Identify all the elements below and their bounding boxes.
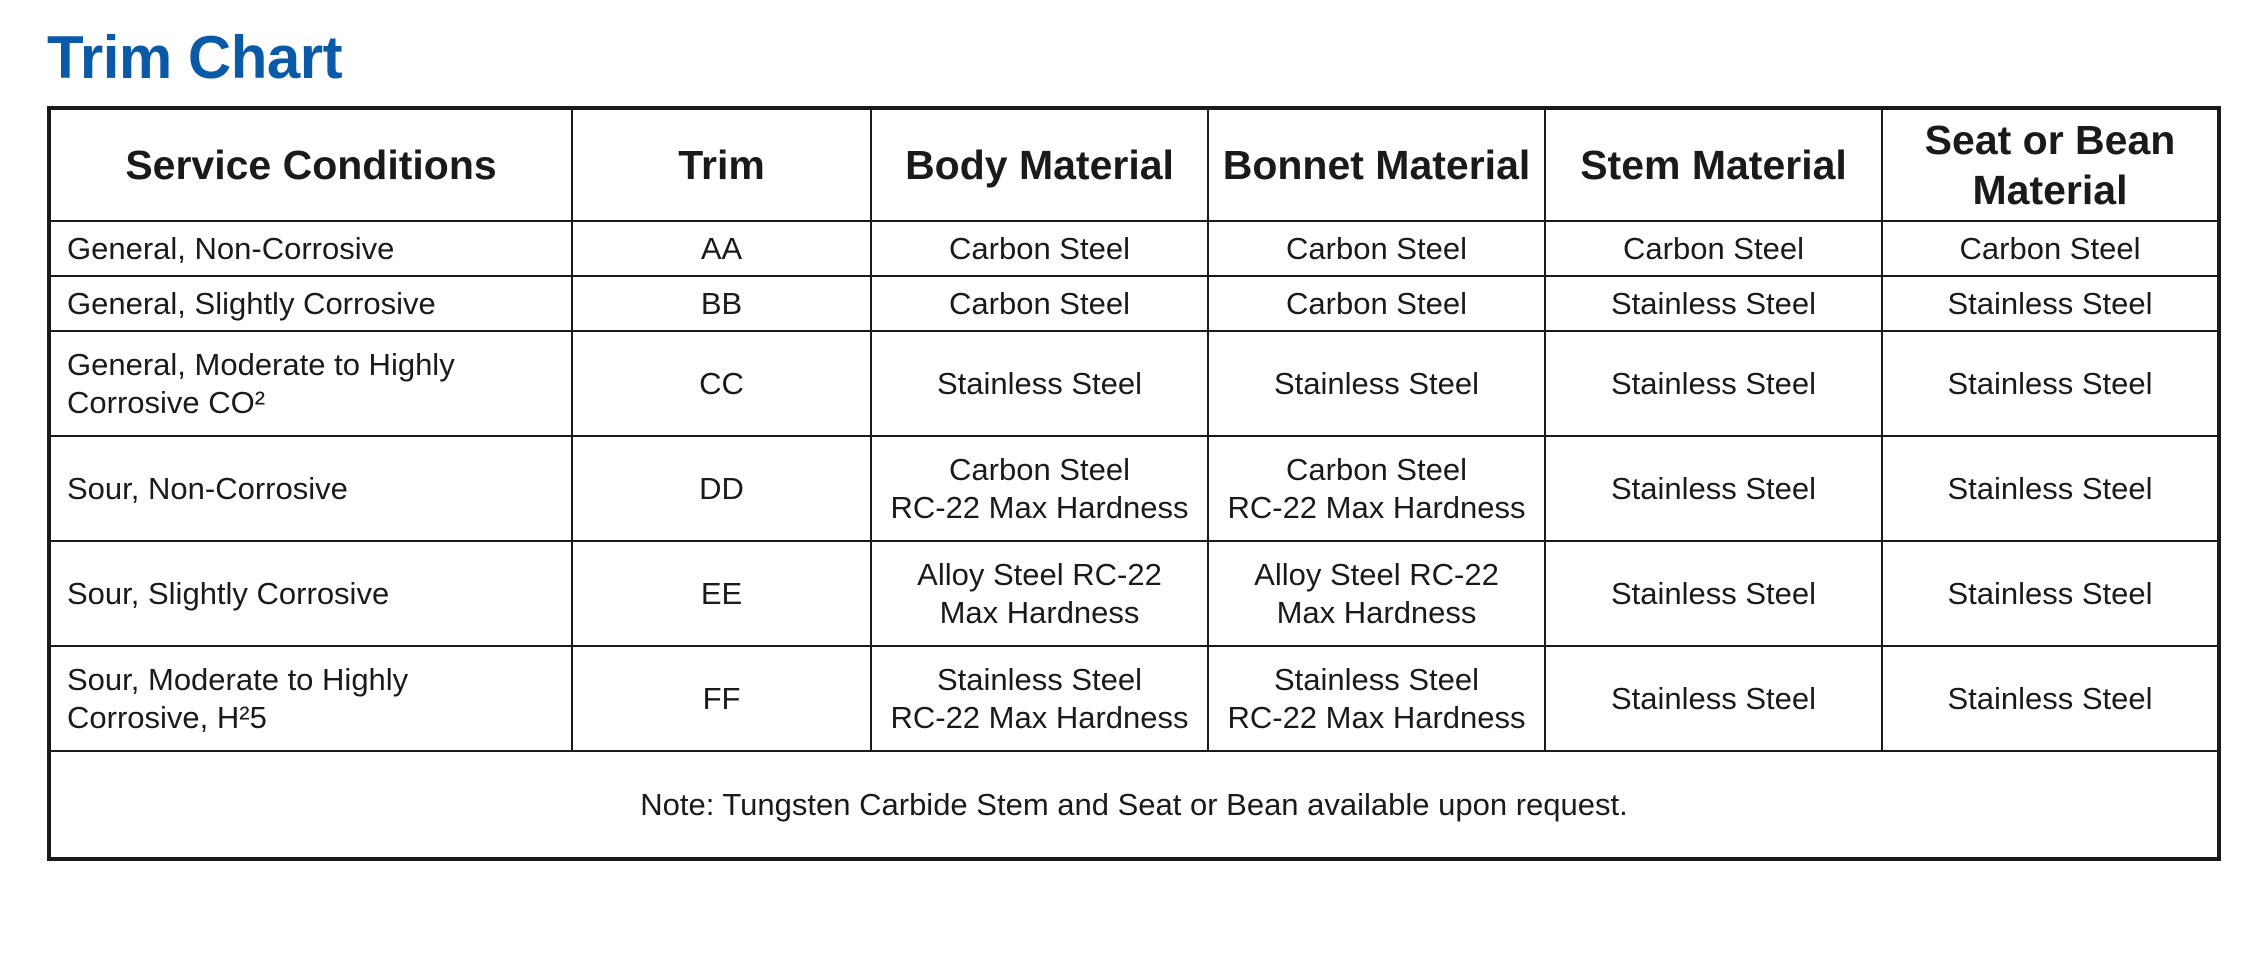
cell-seat-material: Carbon Steel — [1882, 221, 2219, 276]
cell-stem-material: Carbon Steel — [1545, 221, 1882, 276]
cell-seat-material: Stainless Steel — [1882, 436, 2219, 541]
cell-stem-material: Stainless Steel — [1545, 331, 1882, 436]
table-row — [49, 221, 2219, 276]
page-title: Trim Chart — [47, 24, 343, 91]
cell-bonnet-material: Carbon Steel — [1208, 276, 1545, 331]
cell-stem-material: Stainless Steel — [1545, 436, 1882, 541]
cell-service-condition: General, Non-Corrosive — [49, 221, 572, 276]
cell-bonnet-material: Carbon Steel — [1208, 221, 1545, 276]
cell-service-condition: Sour, Slightly Corrosive — [49, 541, 572, 646]
cell-body-material: Stainless Steel — [871, 331, 1208, 436]
trim-chart-table — [47, 106, 2221, 861]
header-stem-material: Stem Material — [1545, 108, 1882, 221]
cell-body-material: Carbon Steel RC-22 Max Hardness — [871, 436, 1208, 541]
table-note-row — [49, 751, 2219, 859]
cell-bonnet-material: Carbon Steel RC-22 Max Hardness — [1208, 436, 1545, 541]
cell-body-material: Alloy Steel RC-22 Max Hardness — [871, 541, 1208, 646]
cell-service-condition: General, Slightly Corrosive — [49, 276, 572, 331]
cell-seat-material: Stainless Steel — [1882, 541, 2219, 646]
table-row — [49, 541, 2219, 646]
cell-bonnet-material: Stainless Steel — [1208, 331, 1545, 436]
table-row — [49, 276, 2219, 331]
header-trim: Trim — [572, 108, 871, 221]
cell-body-material: Carbon Steel — [871, 276, 1208, 331]
cell-seat-material: Stainless Steel — [1882, 276, 2219, 331]
cell-body-material: Stainless Steel RC-22 Max Hardness — [871, 646, 1208, 751]
header-service-conditions: Service Conditions — [49, 108, 572, 221]
cell-service-condition: General, Moderate to Highly Corrosive CO² — [49, 331, 572, 436]
cell-body-material: Carbon Steel — [871, 221, 1208, 276]
cell-trim: FF — [572, 646, 871, 751]
cell-stem-material: Stainless Steel — [1545, 276, 1882, 331]
header-body-material: Body Material — [871, 108, 1208, 221]
cell-service-condition: Sour, Moderate to Highly Corrosive, H²5 — [49, 646, 572, 751]
table-header-row — [49, 108, 2219, 221]
cell-trim: DD — [572, 436, 871, 541]
table-row — [49, 436, 2219, 541]
cell-trim: CC — [572, 331, 871, 436]
cell-stem-material: Stainless Steel — [1545, 646, 1882, 751]
table-note: Note: Tungsten Carbide Stem and Seat or Bean available upon request. — [49, 751, 2219, 859]
header-seat-or-bean-material: Seat or Bean Material — [1882, 108, 2219, 221]
table-row — [49, 646, 2219, 751]
header-bonnet-material: Bonnet Material — [1208, 108, 1545, 221]
cell-bonnet-material: Alloy Steel RC-22 Max Hardness — [1208, 541, 1545, 646]
cell-trim: AA — [572, 221, 871, 276]
cell-service-condition: Sour, Non-Corrosive — [49, 436, 572, 541]
cell-bonnet-material: Stainless Steel RC-22 Max Hardness — [1208, 646, 1545, 751]
cell-seat-material: Stainless Steel — [1882, 331, 2219, 436]
cell-trim: BB — [572, 276, 871, 331]
table-row — [49, 331, 2219, 436]
cell-seat-material: Stainless Steel — [1882, 646, 2219, 751]
cell-stem-material: Stainless Steel — [1545, 541, 1882, 646]
cell-trim: EE — [572, 541, 871, 646]
